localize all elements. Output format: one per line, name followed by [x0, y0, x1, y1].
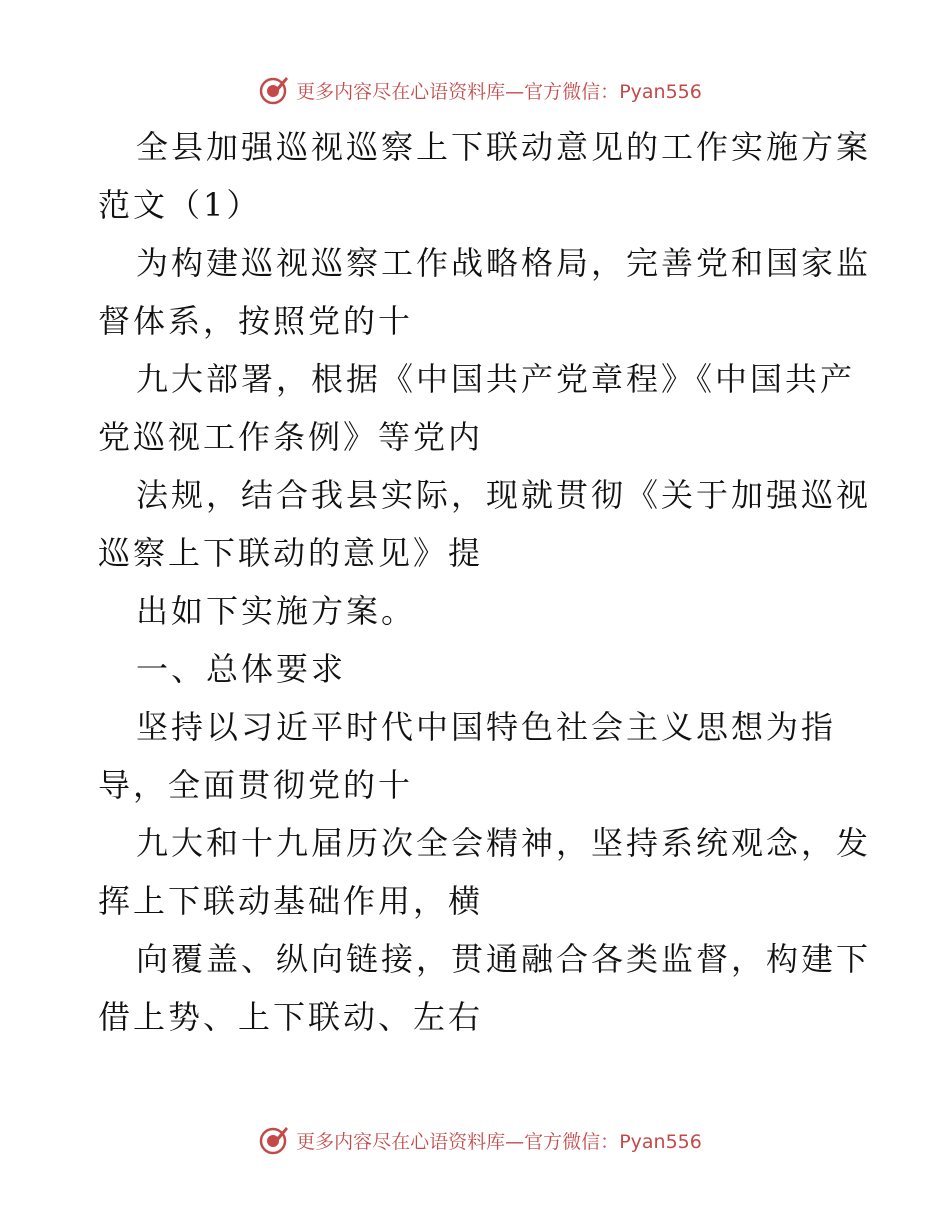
contact-id: Pyan556: [619, 1130, 702, 1153]
document-line: 九大部署，根据《中国共产党章程》《中国共产: [136, 360, 856, 398]
document-line: 导，全面贯彻党的十: [98, 766, 414, 804]
document-line: 巡察上下联动的意见》提: [98, 534, 484, 572]
header-banner-text: [296, 77, 702, 104]
contact-label: 官方微信：: [524, 80, 620, 103]
document-line: 坚持以习近平时代中国特色社会主义思想为指: [136, 708, 837, 746]
banner-separator: —: [505, 1130, 525, 1153]
contact-id: Pyan556: [619, 80, 702, 103]
footer-banner-content: [258, 1124, 702, 1156]
site-name: 更多内容尽在心语资料库: [296, 80, 506, 103]
document-line: 党巡视工作条例》等党内: [98, 418, 484, 456]
document-line: 为构建巡视巡察工作战略格局，完善党和国家监: [136, 244, 872, 282]
document-line: 九大和十九届历次全会精神，坚持系统观念，发: [136, 824, 872, 862]
quill-pen-logo-icon: [258, 74, 290, 106]
document-line: 向覆盖、纵向链接，贯通融合各类监督，构建下: [136, 940, 872, 978]
footer-banner-text: [296, 1127, 702, 1154]
document-body: [98, 118, 872, 1046]
site-name: 更多内容尽在心语资料库: [296, 1130, 506, 1153]
document-line: 范文（1）: [98, 186, 262, 224]
document-line: 借上势、上下联动、左右: [98, 998, 484, 1036]
banner-separator: —: [505, 80, 525, 103]
header-banner-content: [258, 74, 702, 106]
quill-pen-logo-icon: [258, 1124, 290, 1156]
document-line: 督体系，按照党的十: [98, 302, 414, 340]
document-line: 出如下实施方案。: [136, 592, 417, 630]
footer-banner: [0, 1120, 950, 1160]
document-line: 挥上下联动基础作用，横: [98, 882, 484, 920]
document-line: 法规，结合我县实际，现就贯彻《关于加强巡视: [136, 476, 872, 514]
header-banner: [0, 70, 950, 110]
document-line: 全县加强巡视巡察上下联动意见的工作实施方案: [136, 128, 872, 166]
document-line: 一、总体要求: [136, 650, 347, 688]
contact-label: 官方微信：: [524, 1130, 620, 1153]
